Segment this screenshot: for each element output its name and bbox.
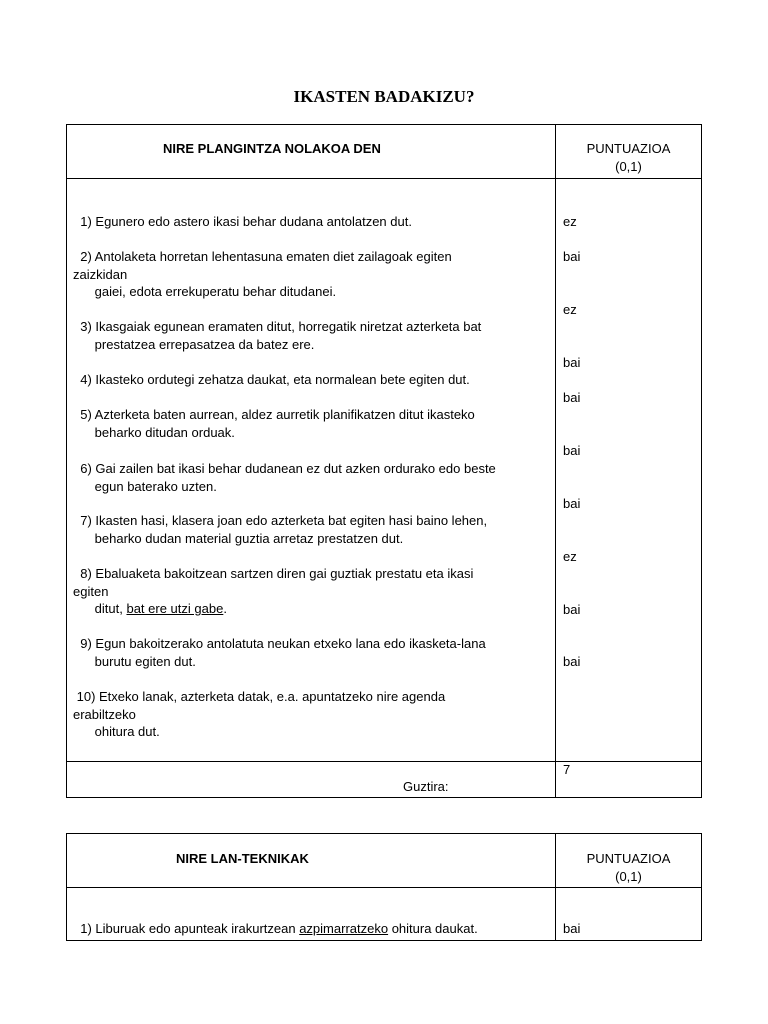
score-value: bai xyxy=(563,602,581,617)
techniques-table xyxy=(66,833,702,941)
list-item-line: 7) Ikasten hasi, klasera joan edo azterketa bat egiten hasi baino lehen, xyxy=(73,513,488,528)
score-value: ez xyxy=(563,214,577,229)
list-item-line: 8) Ebaluaketa bakoitzean sartzen diren gai guztiak prestatu eta ikasi xyxy=(73,566,474,581)
score-value: ez xyxy=(563,549,577,564)
score-value: bai xyxy=(563,443,581,458)
techniques-item-cell xyxy=(67,888,556,941)
list-item-line: beharko dudan material guztia arretaz prestatzen dut. xyxy=(73,530,404,546)
score-value: bai xyxy=(563,390,581,405)
list-item-line: 2) Antolaketa horretan lehentasuna ematen diet zailagoak egiten xyxy=(73,249,452,264)
score-value: bai xyxy=(563,921,581,936)
total-value: 7 xyxy=(563,762,571,777)
document-title: IKASTEN BADAKIZU? xyxy=(293,87,475,106)
planning-score-header-cell xyxy=(556,125,702,179)
techniques-score-cell xyxy=(556,888,702,941)
score-range: (0,1) xyxy=(615,869,642,884)
total-label: Guztira: xyxy=(403,779,449,794)
list-item-line: egiten xyxy=(73,583,109,599)
list-item-line: burutu egiten dut. xyxy=(73,653,196,669)
score-value: bai xyxy=(563,355,581,370)
planning-header: NIRE PLANGINTZA NOLAKOA DEN xyxy=(163,141,381,156)
list-item-line: prestatzea errepasatzea da batez ere. xyxy=(73,336,315,352)
list-item-line: 6) Gai zailen bat ikasi behar dudanean ez dut azken ordurako edo beste xyxy=(73,461,496,476)
techniques-score-header-cell xyxy=(556,834,702,888)
planning-items-cell xyxy=(67,179,556,762)
score-header: PUNTUAZIOA xyxy=(586,141,671,156)
list-item-line: egun baterako uzten. xyxy=(73,478,217,494)
score-header: PUNTUAZIOA xyxy=(586,851,671,866)
list-item-line: ditut, bat ere utzi gabe. xyxy=(73,601,227,617)
list-item-line: erabiltzeko xyxy=(73,706,136,722)
planning-header-cell xyxy=(67,125,556,179)
list-item-line: 10) Etxeko lanak, azterketa datak, e.a. apuntatzeko nire agenda xyxy=(73,689,446,704)
list-item-line: 1) Egunero edo astero ikasi behar dudana antolatzen dut. xyxy=(73,214,412,229)
score-value: bai xyxy=(563,654,581,669)
score-value: ez xyxy=(563,302,577,317)
techniques-header-cell xyxy=(67,834,556,888)
total-label-cell xyxy=(67,762,556,798)
list-item-line: 4) Ikasteko ordutegi zehatza daukat, eta normalean bete egiten dut. xyxy=(73,372,470,387)
score-range: (0,1) xyxy=(615,159,642,174)
list-item: 1) Liburuak edo apunteak irakurtzean azpimarratzeko ohitura daukat. xyxy=(73,921,478,936)
list-item-line: beharko ditudan orduak. xyxy=(73,424,235,440)
planning-scores-cell xyxy=(556,179,702,762)
list-item-line: zaizkidan xyxy=(73,266,128,282)
list-item-line: gaiei, edota errekuperatu behar ditudanei. xyxy=(73,284,337,300)
list-item-line: 5) Azterketa baten aurrean, aldez aurretik planifikatzen ditut ikasteko xyxy=(73,407,475,422)
list-item-line: 9) Egun bakoitzerako antolatuta neukan etxeko lana edo ikasketa-lana xyxy=(73,636,486,651)
techniques-header: NIRE LAN-TEKNIKAK xyxy=(176,851,309,866)
list-item-line: 3) Ikasgaiak egunean eramaten ditut, horregatik niretzat azterketa bat xyxy=(73,319,482,334)
planning-table xyxy=(66,124,702,798)
score-value: bai xyxy=(563,496,581,511)
score-value: bai xyxy=(563,249,581,264)
list-item-line: ohitura dut. xyxy=(73,724,160,740)
total-value-cell xyxy=(556,762,702,798)
